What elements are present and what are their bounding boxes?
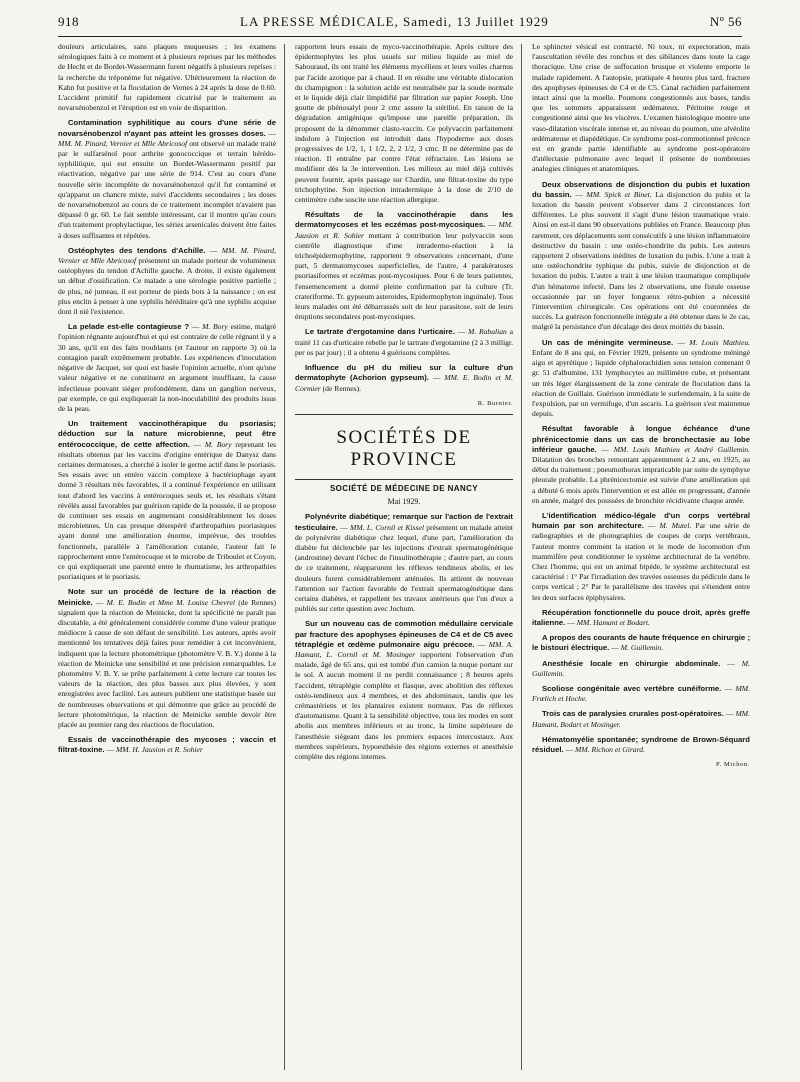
article-authors: M. Guillemin.: [532, 658, 750, 678]
article-body: Par une série de radiographies et de photographies de coupes de corps vertébraux, l'auteur montre comment la station et le mode de locomotion d'un mammifère peut conditionner le système architectural de la vertèbre. Chez l'homme, qui est un animal bipède, le système architectural est caractérisé : 1° Par l'irradiation des travées osseuses du pédicule dans le corps vertical ; 2° Par le parallélisme des travées qui s'étendent entre les deux surfaces épiphysaires.: [532, 521, 750, 602]
article-item: Note sur un procédé de lecture de la réaction de Meinicke. — M. E. Bodin et Mme M. Louise Chevrel (de Rennes) signalent que la réaction de Meinicke, dont la spécificité ne paraît pas discutable, a été généralement considérée comme d'une valeur pratique médiocre à cause de son défaut de sensibilité. Les auteurs, après avoir mentionné les tentatives déjà faites pour remédier à cet inconvénient, indiquent que la lecture photométrique (photomètre V. B. Y.) donne à la réaction de Meinicke une sensibilité et une précision remarquables. Le photomètre V. B. Y. se prête parfaitement à cette lecture car toutes les valeurs de la réaction, des plus basses aux plus élevées, y sont enregistrées avec facilité. Les auteurs publient une statistique basée sur de nombreuses observations et qui démontre que grâce au procédé de lecture photométrique, la réaction de Meinicke semble devoir être placée au premier rang des réactions de floculation.: [58, 587, 276, 729]
article-authors: M. Mutel.: [659, 521, 692, 531]
article-item: Résultats de la vaccinothérapie dans les dermatomycoses et les eczémas post-mycosiques. — MM. Jausion et R. Sohier mettant à contribution leur polyvaccin sous contrôle diagnostique d'une intradermo-réaction à la trichoépidermophytine, rapportent 9 observations concernant, d'une part, 5 dermatomycoses superficielles, de l'autre, 4 parakératoses psoriasiformes et eczémas post-mycosiques. Pour 6 de leurs patientes, l'ensemencement a donné pleine confirmation par la culture (Tr. crateriforme. Tr. gypseum asteroides, Epidermophyton inguinale). Tous leurs malades ont été débarrassés soit de leur parasitose, soit de leurs éruptions secondaires post-mycosiques.: [295, 210, 513, 322]
article-heading: Contamination syphilitique au cours d'une série de novarsénobenzol n'ayant pas atteint les grosses doses.: [58, 118, 276, 138]
article-heading: L'identification médico-légale d'un corps vertébral humain par son architecture.: [532, 510, 750, 531]
article-body: Dilatation des bronches remontant apparemment à 2 ans, en 1925, au début du traitement ; pneumothorax impraticable par suite de symphyse pleurale probable. La phrénicectomie est suivie d'une amélioration qui a débuté 6 mois après l'intervention et est allée en progressant, d'année en année, malgré des poussées de bronchite récidivante chaque année.: [532, 454, 750, 505]
article-item: Ostéophytes des tendons d'Achille. — MM. M. Pinard, Vernier et Mlle Abricosof présentent un malade porteur de volumineux ostéophytes du tendon d'Achille gauche. A droite, il existe également un début d'ossification. Ce malade a une sérologie positive partielle ; de plus, né jumeau, il est porteur de pieds bots à la naissance ; on est plus enclin à penser à une syphilis héréditaire qu'à une syphilis acquise dont il nié l'existence.: [58, 245, 276, 317]
article-heading: Résultat favorable à longue échéance d'une phrénicectomie dans un cas de bronchectasie au lobe inférieur gauche.: [532, 424, 750, 454]
article-item: Contamination syphilitique au cours d'une série de novarsénobenzol n'ayant pas atteint les grosses doses. — MM. M. Pinard, Vernier et Mlle Abricosof ont observé un malade traité par le sulfarsénol pour arthrite gonococcique et terrain hérédo-syphilitique, qui eut ensuite un Bordet-Wassermann positif par réactivation, négative par une série de 914. C'est au cours d'une nouvelle série incomplète de novarsénobenzol qu'il fut contaminé et qu'apparut un chancre mixte, suivi d'accidents secondaires ; les doses de novarsénobenzol au cours de ce traitement incomplet n'avaient pas dépassé 0 gr. 60. Le fait semble intéressant, car il montre qu'au cours d'un traitement prophylactique, les séries arsenicales doivent être faites à doses suffisantes et répétées.: [58, 118, 276, 240]
article-authors: M. Bory: [202, 322, 228, 332]
section-rule: [295, 414, 513, 415]
article-authors: MM. A. Hamant, L. Cornil et M. Mosinger: [295, 639, 513, 659]
article-body: rapportent leurs essais de myco-vaccinothérapie. Après culture des épidermophytes les plus usuels sur milieu liquide au miel de Sabouraud, ils ont traité les éléments mycéliens et leurs voiles charnus par l'acide azotique par à chaud. Il en résulte une véritable dislocation du champignon : la solution acide est neutralisée par la soude normale et le liquide déjà clair limpidifié par filtration sur papier Joseph. Une goutte de phénosalyl pour 2 cmc assure la stérilité. En raison de la dégradation antigénique qu'impose une pareille préparation, ils proposent de la dénommer clasto-vaccin. Ce polyvaccin parfaitement indolore à l'injection est introduit dans l'hypoderme aux doses progressives de 1/2, 1, 1 1/2, 2, 2 1/2, 3 cmc. Il ne détermine pas de réaction. Il entraîne par contre l'état réfractaire. Les lésions se modifient dès la 3e intervention. Les milieux au miel déjà cultivés peuvent fournir, après passage sur Chardin, une filtrat-toxine du type trichophytine. Son injection intradermique à la dose de 2/10 de centimètre cube suscite une réaction allergique.: [295, 42, 513, 205]
article-heading: Ostéophytes des tendons d'Achille.: [68, 245, 206, 255]
article-item: A propos des courants de haute fréquence en chirurgie ; le bistouri électrique. — M. Guillemin.: [532, 633, 750, 653]
article-heading: La pelade est-elle contagieuse ?: [68, 322, 190, 332]
article-authors: MM. L. Cornil et Kissel: [350, 522, 424, 532]
article-body: a traité 11 cas d'urticaire rebelle par le tartrate d'ergotamine (2 à 3 milligr. per os par jour) ; il a obtenu 4 guérisons complètes.: [295, 327, 513, 357]
article-body: reprenant les résultats obtenus par les vaccins d'origine entérique de Danysz dans certaines dermatoses, a cherché à isoler le germe actif dans le psoriasis. Ses essais avec un entéro vaccin complexe à bactériophage ayant donné 3 résultats très favorables, il a continué l'expérience en utilisant tout d'abord les vaccins à entérocoques seuls et, les résultats s'étant révélés aussi favorables par guérison rapide de la poussée, il se propose de continuer ses essais en augmentant considérablement les doses microbiennes. Un cas presque désespéré d'arthropathies psoriasiques ayant donné une amélioration énorme, imprévue, des troubles fonctionnels, parallèle à l'amélioration cutanée, l'auteur fait le rapprochement entre l'entérocoque et le microbe de Triboulet et Coyon, ce qui expliquerait une parenté entre le rhumatisme, les arthropathies psoriasiques et le psoriasis.: [58, 439, 276, 582]
article-heading: Résultats de la vaccinothérapie dans les dermatomycoses et les eczémas post-mycosiques.: [295, 210, 513, 230]
article-authors: MM. Frœlich et Hoche.: [532, 683, 750, 704]
column-3: [532, 42, 750, 1072]
journal-title: LA PRESSE MÉDICALE, Samedi, 13 Juillet 1929: [240, 14, 549, 29]
article-authors: MM. H. Jausion et R. Sohier: [115, 745, 203, 755]
article-body: (de Rennes) signalent que la réaction de Meinicke, dont la spécificité ne paraît pas discutable, a été généralement considérée comme d'une valeur pratique médiocre à cause de son défaut de sensibilité. Les auteurs, après avoir mentionné les tentatives déjà faites pour remédier à cet inconvénient, indiquent que la lecture photométrique (photomètre V. B. Y.) donne à la réaction de Meinicke une sensibilité et une précision remarquables. Le photomètre V. B. Y. se prête parfaitement à cette lecture car toutes les valeurs de la réaction, des plus basses aux plus élevées, y sont enregistrées avec facilité. Les auteurs publient une statistique basée sur de nombreuses observations et qui démontre que grâce au procédé de lecture photométrique, la réaction de Meinicke semble devoir être placée au premier rang des réactions de floculation.: [58, 597, 276, 729]
article-heading: Anesthésie locale en chirurgie abdominale.: [542, 658, 721, 668]
article-heading: Le tartrate d'ergotamine dans l'urticaire.: [305, 327, 455, 337]
article-heading: Hématomyélie spontanée; syndrome de Brown-Séquard résiduel.: [532, 734, 750, 754]
article-authors: MM. M. Pinard, Vernier et Mlle Abricosof: [58, 245, 276, 266]
article-item: Trois cas de paralysies crurales post-opératoires. — MM. Hamant, Bodart et Mosinger.: [532, 709, 750, 729]
article-body: Enfant de 8 ans qui, en Février 1929, présente un syndrome méningé aigu et apyrétique ; liquide céphalorachidien sous tension contenant 0 gr. 51 d'albumine, 131 lymphocytes au millimètre cube, et présentant un très léger élargissement de la zone centrale de floculation dans la réaction de Guillain. Guérison immédiate le surlendemain, à la suite de l'expulsion, par un vermifuge, d'un ascaris. La guérison s'est maintenue depuis.: [532, 347, 750, 419]
society-date: Mai 1929.: [387, 497, 421, 507]
column-3-items: [532, 42, 750, 755]
signature: R. Burnier.: [477, 399, 513, 407]
article-authors: MM. Jausion et R. Sohier: [295, 220, 513, 240]
issue-number: Nº 56: [709, 14, 742, 29]
article-body: La disjonction du pubis et la luxation du bassin peuvent s'observer dans 2 circonstances fort différentes. Le plus souvent il s'agit d'une lésion traumatique vraie. Ainsi en est-il dans 90 observations publiées en France. Beaucoup plus rarement, ces déplacements sont consécutifs à une lésion inflammatoire destructive du bassin : une ostéo-chondrite du pubis. Les auteurs rapportent 2 observations inédites de luxation du pubis. L'une a trait à une ostéochondrite typhique du pubis, suivie de disjonction et de luxation du pubis. L'autre a trait à une lésion traumatique compliquée d'un hématome infecté. Dans les 2 observations, une fistule osseuse occasionnée par un foyer fongueux rétro-pubien a nécessité l'intervention chirurgicale. Ces opérations ont été couronnées de succès. La guérison fonctionnelle intégrale a été obtenue dans le 2e cas, malgré la persistance d'un décalage des deux moitiés du bassin.: [532, 189, 750, 332]
article-authors: MM. Hamant, Bodart et Mosinger.: [532, 709, 750, 729]
article-authors: M. Rabalian: [468, 327, 507, 337]
article-item: Un cas de méningite vermineuse. — M. Louis Mathieu. Enfant de 8 ans qui, en Février 1929, présente un syndrome méningé aigu et apyrétique ; liquide céphalorachidien sous tension contenant 0 gr. 51 d'albumine, 131 lymphocytes au millimètre cube, et présentant un très léger élargissement de la zone centrale de floculation dans la réaction de Guillain. Guérison immédiate le surlendemain, à la suite de l'expulsion, par un vermifuge, d'un ascaris. La guérison s'est maintenue depuis.: [532, 337, 750, 419]
article-item: Un traitement vaccinothérapique du psoriasis; déduction sur la nature microbienne, peut être entérococcique, de cette affection. — M. Bory reprenant les résultats obtenus par les vaccins d'origine entérique de Danysz dans certaines dermatoses, a cherché à isoler le germe actif dans le psoriasis. Ses essais avec un entéro vaccin complexe à bactériophage ayant donné 3 résultats très favorables, il a continué l'expérience en utilisant tout d'abord les vaccins à entérocoques seuls et, les résultats s'étant révélés aussi favorables par guérison rapide de la poussée, il se propose de continuer ses essais en augmentant considérablement les doses microbiennes. Un cas presque désespéré d'arthropathies psoriasiques ayant donné une amélioration énorme, imprévue, des troubles fonctionnels, parallèle à l'amélioration cutanée, l'auteur fait le rapprochement entre l'entérocoque et le microbe de Triboulet et Coyon, ce qui expliquerait une parenté entre le rhumatisme, les arthropathies psoriasiques et le psoriasis.: [58, 419, 276, 582]
article-body: estime, malgré l'opinion régnante aujourd'hui et qui est contraire de celle régnant il y a 30 ans, qu'il est des faits troublants (et l'auteur en rapporte 3) où la contagion paraît extrêmement probable. Les expériences d'inoculation négative de Jacquet, sur quoi est basée l'opinion actuelle, n'ont qu'une valeur négative et ne constituent en argument insuffisant, la cause infectieuse pouvant siéger profondément, dans un ganglion nerveux, par exemple, ce qui expliquerait la non-inoculabilité des produits issus de la peau.: [58, 322, 276, 413]
article-authors: MM. Richon et Girard.: [575, 745, 645, 754]
column-2-items: [295, 42, 513, 394]
article-authors: M. Bory: [204, 439, 232, 449]
article-item: Résultat favorable à longue échéance d'une phrénicectomie dans un cas de bronchectasie au lobe inférieur gauche. — MM. Louis Mathieu et André Guillemin. Dilatation des bronches remontant apparemment à 2 ans, en 1925, au début du traitement ; pneumothorax impraticable par suite de symphyse pleurale probable. La phrénicectomie est suivie d'une amélioration qui a débuté 6 mois après l'intervention et est allée en progressant, d'année en année, malgré des poussées de bronchite récidivante chaque année.: [532, 424, 750, 505]
article-heading: Un traitement vaccinothérapique du psoriasis; déduction sur la nature microbienne, peut être entérococcique, de cette affection.: [58, 419, 276, 449]
article-heading: Influence du pH du milieu sur la culture d'un dermatophyte (Achorion gypseum).: [295, 363, 513, 383]
article-item: Essais de vaccinothérapie des mycoses ; vaccin et filtrat-toxine. — MM. H. Jausion et R. Sohier: [58, 735, 276, 755]
article-item: [532, 42, 750, 175]
article-item: L'identification médico-légale d'un corps vertébral humain par son architecture. — M. Mutel. Par une série de radiographies et de photographies de coupes de corps vertébraux, l'auteur montre comment la station et le mode de locomotion d'un mammifère peut conditionner le système architectural de la vertèbre. Chez l'homme, qui est un animal bipède, le système architectural est caractérisé : 1° Par l'irradiation des travées osseuses du pédicule dans le corps vertical ; 2° Par le parallélisme des travées qui s'étendent entre les deux surfaces épiphysaires.: [532, 510, 750, 602]
article-item: Influence du pH du milieu sur la culture d'un dermatophyte (Achorion gypseum). — MM. E. Bodin et M. Cormier (de Rennes).: [295, 363, 513, 393]
article-body: présentent un malade atteint de polynévrite diabétique chez lequel, d'une part, l'amélioration du diabète fut déclenchée par les injections d'extrait spermatogénétique (androstine) devant l'échec de l'insulinothérapie ; d'autre part, au cours de ce traitement, réapparurent les réflexes tendineux abolis, et les douleurs furent considérablement atténuées. Ils attirent de nouveau l'attention sur l'action favorable de l'extrait spermatogénétique dans certains diabètes, et rappellent les travaux antérieurs que l'un d'eux a publiés sur cette question avec Jochum.: [295, 522, 513, 614]
article-body: ont observé un malade traité par le sulfarsénol pour arthrite gonococcique et terrain hérédo-syphilitique, qui eut ensuite un Bordet-Wassermann positif par réactivation, négative par une série de 914. C'est au cours d'une nouvelle série incomplète de novarsénobenzol qu'il fut contaminé et qu'apparut un chancre mixte, suivi d'accidents secondaires ; les doses de novarsénobenzol au cours de ce traitement incomplet n'avaient pas dépassé 0 gr. 60. Le fait semble intéressant, car il montre qu'au cours d'un traitement prophylactique, les séries arsenicales doivent être faites à doses suffisantes et répétées.: [58, 138, 276, 240]
article-body: mettant à contribution leur polyvaccin sous contrôle diagnostique d'une intradermo-réaction à la trichoépidermophytine, rapportent 9 observations concernant, d'une part, 5 dermatomycoses superficielles, de l'autre, 4 parakératoses psoriasiformes et eczémas post-mycosiques. Pour 6 de leurs patientes, l'ensemencement a donné pleine confirmation par la culture (Tr. crateriforme. Tr. gypseum asteroides, Epidermophyton inguinale). Tous leurs malades ont été débarrassés soit de leur parasitose, soit de leurs éruptions secondaires post-mycosiques.: [295, 230, 513, 322]
page-number: 918: [58, 14, 79, 29]
article-item: Le tartrate d'ergotamine dans l'urticaire. — M. Rabalian a traité 11 cas d'urticaire rebelle par le tartrate d'ergotamine (2 à 3 milligr. per os par jour) ; il a obtenu 4 guérisons complètes.: [295, 327, 513, 357]
section-rule: [295, 479, 513, 480]
article-body: (de Rennes).: [322, 383, 362, 393]
article-body: Le sphincter vésical est contracté. Ni toux, ni expectoration, mais l'auscultation révèle des ronchus et des sibilances dans toute la cage thoracique. Une crise de suffocation brusque et violente emporte le malade rapidement. A l'autopsie, pratiquée 4 heures plus tard, fracture des apophyses épineuses de C4 et de C5. Canal rachidien parfaitement intact ainsi que la moelle. Poumons congestionnés aux bases, tandis que les sommets apparaissent œdémateux. Péritoine rouge et congestionné ainsi que les viscères. L'examen histologique montre une vaso-dilatation viscérale intense et, au niveau du poumon, une alvéolite œdémateuse et diapédétique. Ce syndrome post-commotionnel précoce est en grande partie identifiable au syndrome post-opératoire d'atélectasie pulmonaire avec lequel il présente de nombreuses analogies cliniques et anatomiques.: [532, 42, 750, 174]
article-heading: Trois cas de paralysies crurales post-opératoires.: [542, 709, 724, 719]
article-body: rapportent l'observation d'un malade, âgé de 65 ans, qui est tombé d'un camion la nuque portant sur le sol. A aucun moment il ne perdit connaissance ; 8 heures après l'accident, tétraplégie complète et flasque, avec abolition des réflexes ostéo-tendineux aux 4 membres, et des abdominaux, tandis que les crémastériens et les plantaires existent normaux. Pas de réflexes d'automatisme. Quant à la sensibilité objective, tous les modes en sont abolis aux membres inférieurs et au tronc, la limite supérieure de l'anesthésie siégeant dans les premiers espaces intercostaux. Aux membres supérieurs, hypoesthésie des régions externes et anesthésie complète des régions internes.: [295, 649, 513, 761]
article-heading: Polynévrite diabétique; remarque sur l'action de l'extrait testiculaire.: [295, 512, 513, 532]
article-item: Polynévrite diabétique; remarque sur l'action de l'extrait testiculaire. — MM. L. Cornil et Kissel présentent un malade atteint de polynévrite diabétique chez lequel, d'une part, l'amélioration du diabète fut déclenchée par les injections d'extrait spermatogénétique (androstine) devant l'échec de l'insulinothérapie ; d'autre part, au cours de ce traitement, réapparurent les réflexes tendineux abolis, et les douleurs furent considérablement atténuées. Ils attirent de nouveau l'attention sur l'action favorable de l'extrait spermatogénétique dans certains diabètes, et rappellent les travaux antérieurs que l'un d'eux a publiés sur cette question avec Jochum.: [295, 512, 513, 614]
article-heading: A propos des courants de haute fréquence en chirurgie ; le bistouri électrique.: [532, 633, 750, 653]
article-authors: M. E. Bodin et Mme M. Louise Chevrel: [106, 597, 235, 607]
signature: P. Michon.: [716, 761, 750, 769]
article-authors: MM. Hamant et Bodart.: [576, 617, 650, 627]
column-1-items: [58, 42, 276, 756]
article-item: Deux observations de disjonction du pubis et luxation du bassin. — MM. Spick et Binet. La disjonction du pubis et la luxation du bassin peuvent s'observer dans 2 circonstances fort différentes. Le plus souvent il s'agit d'une lésion traumatique vraie. Ainsi en est-il dans 90 observations publiées en France. Beaucoup plus rarement, ces déplacements sont consécutifs à une lésion inflammatoire destructive du bassin : une ostéo-chondrite du pubis. Les auteurs rapportent 2 observations inédites de luxation du pubis. L'une a trait à une ostéochondrite typhique du pubis, suivie de disjonction et de luxation du pubis. L'autre a trait à une lésion traumatique compliquée d'un hématome infecté. Dans les 2 observations, une fistule osseuse occasionnée par un foyer fongueux rétro-pubien a nécessité l'intervention chirurgicale. Ces opérations ont été couronnées de succès. La guérison fonctionnelle intégrale a été obtenue dans le 2e cas, malgré la persistance d'un décalage des deux moitiés du bassin.: [532, 179, 750, 332]
column-2-society-items: [295, 512, 513, 762]
article-item: La pelade est-elle contagieuse ? — M. Bory estime, malgré l'opinion régnante aujourd'hui et qui est contraire de celle régnant il y a 30 ans, qu'il est des faits troublants (et l'auteur en rapporte 3) où la contagion paraît extrêmement probable. Les expériences d'inoculation négative de Jacquet, sur quoi est basée l'opinion actuelle, n'ont qu'une valeur négative et ne constituent en argument insuffisant, la cause infectieuse pouvant siéger profondément, dans un ganglion nerveux, par exemple, ce qui expliquerait la non-inoculabilité des produits issus de la peau.: [58, 322, 276, 413]
article-authors: M. Louis Mathieu.: [689, 337, 750, 347]
article-heading: Sur un nouveau cas de commotion médullaire cervicale par fracture des apophyses épineuses de C4 et de C5 avec tétraplégie et œdème pulmonaire aigu précoce.: [295, 619, 513, 649]
article-body: présentent un malade porteur de volumineux ostéophytes du tendon d'Achille gauche. A droite, il existe également un début d'ossification. Ce malade a une sérologie positive partielle ; de plus, né jumeau, il est porteur de pieds bots à la naissance ; on est plus enclin à penser à une syphilis héréditaire qu'à une syphilis acquise dont il nié l'existence.: [58, 256, 276, 317]
article-authors: MM. Louis Mathieu et André Guillemin.: [613, 444, 750, 454]
article-item: Récupération fonctionnelle du pouce droit, après greffe italienne. — MM. Hamant et Bodart.: [532, 607, 750, 627]
section-title: SOCIÉTÉS DE PROVINCE: [336, 426, 472, 470]
article-heading: Scoliose congénitale avec vertèbre cunéiforme.: [542, 683, 722, 693]
society-name: SOCIÉTÉ DE MÉDECINE DE NANCY: [329, 483, 479, 493]
header-rule: [58, 36, 742, 37]
article-body: douleurs articulaires, sans plaques muqueuses ; les examens sérologiques faits à ce moment et à plusieurs reprises par les méthodes de Hecht et de Bordet-Wassermann furent négatifs à plusieurs reprises : la recherche du tréponème fut négative. Ultérieurement la réaction de Kahn fut positive et la floculation de Vernes à 24 après la dose de 0.60. L'accident primitif fut rapidement cicatrisé par le traitement au novarsénobenzol et l'éruption est en voie de disparition.: [58, 42, 276, 113]
article-item: Hématomyélie spontanée; syndrome de Brown-Séquard résiduel. — MM. Richon et Girard.: [532, 734, 750, 754]
article-heading: Note sur un procédé de lecture de la réaction de Meinicke.: [58, 587, 276, 607]
article-heading: Essais de vaccinothérapie des mycoses ; vaccin et filtrat-toxine.: [58, 735, 276, 755]
article-authors: MM. E. Bodin et M. Cormier: [295, 373, 513, 393]
article-authors: MM. M. Pinard, Vernier et Mlle Abricosof: [58, 138, 188, 148]
article-item: Sur un nouveau cas de commotion médullaire cervicale par fracture des apophyses épineuses de C4 et de C5 avec tétraplégie et œdème pulmonaire aigu précoce. — MM. A. Hamant, L. Cornil et M. Mosinger rapportent l'observation d'un malade, âgé de 65 ans, qui est tombé d'un camion la nuque portant sur le sol. A aucun moment il ne perdit connaissance ; 8 heures après l'accident, tétraplégie complète et flasque, avec abolition des réflexes ostéo-tendineux aux 4 membres, et des abdominaux, tandis que les crémastériens et les plantaires existent normaux. Pas de réflexes d'automatisme. Quant à la sensibilité objective, tous les modes en sont abolis aux membres inférieurs et au tronc, la limite supérieure de l'anesthésie siégeant dans les premiers espaces intercostaux. Aux membres supérieurs, hypoesthésie des régions externes et anesthésie complète des régions internes.: [295, 619, 513, 761]
article-heading: Deux observations de disjonction du pubis et luxation du bassin.: [532, 179, 750, 199]
article-authors: MM. Spick et Binet.: [586, 189, 652, 199]
article-heading: Récupération fonctionnelle du pouce droit, après greffe italienne.: [532, 607, 750, 627]
article-item: [58, 42, 276, 113]
article-item: Scoliose congénitale avec vertèbre cunéiforme. — MM. Frœlich et Hoche.: [532, 683, 750, 704]
columns: [58, 42, 750, 1072]
article-authors: M. Guillemin.: [620, 643, 664, 653]
article-heading: Un cas de méningite vermineuse.: [542, 337, 674, 347]
column-1: [58, 42, 276, 1072]
article-item: [295, 42, 513, 205]
article-item: Anesthésie locale en chirurgie abdominale. — M. Guillemin.: [532, 658, 750, 678]
column-2: [295, 42, 513, 1072]
page-header: [58, 14, 742, 36]
